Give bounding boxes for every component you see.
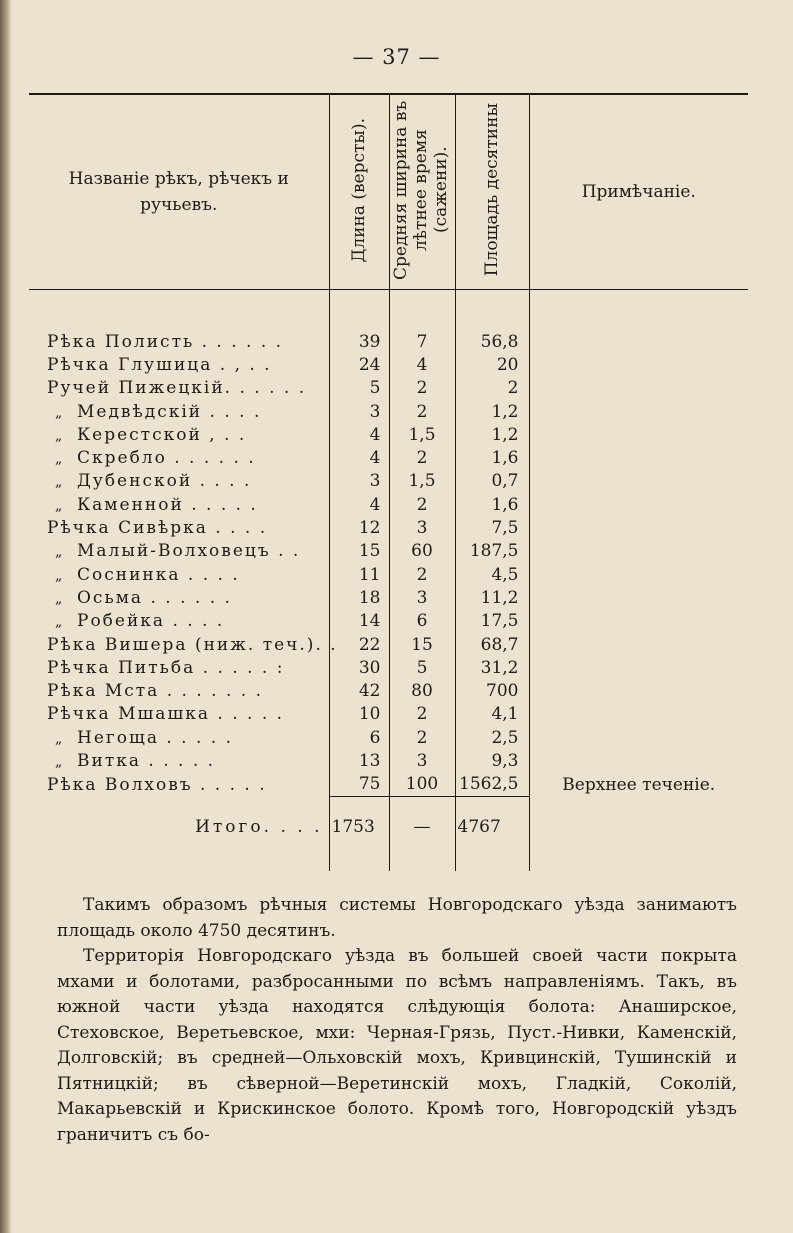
- length-cell: 24: [329, 353, 389, 376]
- table-row: [29, 516, 748, 539]
- length-cell: 22: [329, 633, 389, 656]
- area-cell: 31,2: [455, 656, 529, 679]
- area-cell: 56,8: [455, 330, 529, 353]
- table-row: [29, 679, 748, 702]
- paragraph-1: Такимъ образомъ рѣчныя системы Новгородскаго уѣзда занимаютъ площадь около 4750 десятинъ.: [57, 895, 737, 941]
- table-row: [29, 563, 748, 586]
- ditto-mark: „: [55, 730, 63, 747]
- rivers-table: [29, 93, 748, 871]
- area-cell: 7,5: [455, 516, 529, 539]
- length-cell: 15: [329, 540, 389, 563]
- ditto-mark: „: [55, 497, 63, 514]
- table-row: [29, 330, 748, 353]
- header-length: Длина (версты).: [349, 117, 369, 263]
- river-name: Рѣка Вишера (ниж. теч.). .: [47, 634, 338, 655]
- area-cell: 1,2: [455, 400, 529, 423]
- table-row: [29, 703, 748, 726]
- length-cell: 3: [329, 470, 389, 493]
- ditto-mark: „: [55, 474, 63, 491]
- table-row: [29, 377, 748, 400]
- area-cell: 187,5: [455, 540, 529, 563]
- width-cell: 4: [389, 353, 455, 376]
- header-width: Средняя ширина въ лѣтнее время (сажени).: [391, 100, 451, 280]
- note-cell: [529, 726, 748, 749]
- note-cell: [529, 400, 748, 423]
- area-cell: 1,2: [455, 423, 529, 446]
- width-cell: 1,5: [389, 470, 455, 493]
- river-name: Рѣка Мста . . . . . . .: [47, 681, 263, 702]
- note-cell: [529, 563, 748, 586]
- ditto-mark: „: [55, 427, 63, 444]
- ditto-mark: „: [55, 404, 63, 421]
- river-name: Ручей Пижецкій. . . . . .: [47, 378, 307, 399]
- area-cell: 0,7: [455, 470, 529, 493]
- note-cell: [529, 446, 748, 469]
- width-cell: 100: [389, 773, 455, 797]
- river-name: Малый-Волховецъ . .: [77, 541, 301, 562]
- note-cell: [529, 540, 748, 563]
- area-cell: 11,2: [455, 586, 529, 609]
- table-header-row: [29, 94, 748, 290]
- note-cell: [529, 493, 748, 516]
- table-row: [29, 610, 748, 633]
- length-cell: 10: [329, 703, 389, 726]
- width-cell: 2: [389, 726, 455, 749]
- river-name: Рѣчка Питьба . . . . . :: [47, 657, 285, 678]
- river-name: Рѣчка Сивѣрка . . . .: [47, 518, 268, 539]
- ditto-mark: „: [55, 614, 63, 631]
- width-cell: 3: [389, 586, 455, 609]
- length-cell: 18: [329, 586, 389, 609]
- table-row: [29, 773, 748, 797]
- river-name: Рѣка Волховъ . . . . .: [47, 774, 267, 795]
- table-row: [29, 726, 748, 749]
- width-cell: 60: [389, 540, 455, 563]
- note-cell: [529, 586, 748, 609]
- book-spine-shadow: [0, 0, 12, 1233]
- width-cell: 2: [389, 563, 455, 586]
- note-cell: [529, 610, 748, 633]
- width-cell: 2: [389, 703, 455, 726]
- note-cell: Верхнее теченіе.: [529, 773, 748, 797]
- total-area: 4767: [455, 796, 529, 857]
- area-cell: 1562,5: [455, 773, 529, 797]
- table-row: [29, 749, 748, 772]
- total-width: —: [389, 796, 455, 857]
- length-cell: 11: [329, 563, 389, 586]
- ditto-mark: „: [55, 590, 63, 607]
- table-row: [29, 586, 748, 609]
- width-cell: 3: [389, 516, 455, 539]
- total-label: Итого. . . .: [195, 816, 323, 837]
- table-row: [29, 656, 748, 679]
- note-cell: [529, 516, 748, 539]
- river-name: Робейка . . . .: [77, 611, 225, 632]
- length-cell: 6: [329, 726, 389, 749]
- length-cell: 4: [329, 493, 389, 516]
- width-cell: 2: [389, 377, 455, 400]
- area-cell: 20: [455, 353, 529, 376]
- note-cell: [529, 679, 748, 702]
- paragraph-2: Территорія Новгородскаго уѣзда въ большей своей части покрыта мхами и болотами, разбросанными по всѣмъ направленіямъ. Такъ, въ южной части уѣзда находятся слѣдующія болота: Анаширское, Стеховское, Веретьевское, мхи: Черная-Грязь, Пуст.-Нивки, Каменскій, Долговскій; въ средней—Ольховскій мохъ, Кривцинскій, Тушинскій и Пятницкій; въ сѣверной—Веретинскій мохъ, Гладкій, Соколій, Макарьевскій и Крискинское болото. Кромѣ того, Новгородскій уѣздъ граничитъ съ бо-: [57, 946, 737, 1145]
- river-name: Осьма . . . . . .: [77, 587, 232, 608]
- table-row: [29, 423, 748, 446]
- total-row: [29, 796, 748, 857]
- ditto-mark: „: [55, 544, 63, 561]
- note-cell: [529, 330, 748, 353]
- table-row: [29, 493, 748, 516]
- length-cell: 13: [329, 749, 389, 772]
- width-cell: 3: [389, 749, 455, 772]
- table-row: [29, 470, 748, 493]
- length-cell: 42: [329, 679, 389, 702]
- width-cell: 1,5: [389, 423, 455, 446]
- river-name: Дубенской . . . .: [77, 471, 252, 492]
- river-name: Негоща . . . . .: [77, 727, 234, 748]
- header-name: Названіе рѣкъ, рѣчекъ и ручьевъ.: [29, 94, 329, 290]
- ditto-mark: „: [55, 451, 63, 468]
- length-cell: 14: [329, 610, 389, 633]
- river-name: Скребло . . . . . .: [77, 448, 256, 469]
- note-cell: [529, 749, 748, 772]
- width-cell: 15: [389, 633, 455, 656]
- river-name: Медвѣдскій . . . .: [77, 401, 262, 422]
- length-cell: 75: [329, 773, 389, 797]
- length-cell: 4: [329, 423, 389, 446]
- length-cell: 3: [329, 400, 389, 423]
- river-name: Рѣчка Глушица . , . .: [47, 354, 272, 375]
- table-row: [29, 400, 748, 423]
- total-length: 1753: [329, 796, 389, 857]
- width-cell: 5: [389, 656, 455, 679]
- note-cell: [529, 423, 748, 446]
- area-cell: 1,6: [455, 446, 529, 469]
- area-cell: 700: [455, 679, 529, 702]
- area-cell: 4,5: [455, 563, 529, 586]
- width-cell: 80: [389, 679, 455, 702]
- header-area: Площадь десятины: [482, 103, 502, 277]
- body-text: [57, 893, 737, 1148]
- table-body: [29, 330, 748, 871]
- width-cell: 6: [389, 610, 455, 633]
- length-cell: 30: [329, 656, 389, 679]
- width-cell: 2: [389, 493, 455, 516]
- length-cell: 39: [329, 330, 389, 353]
- river-name: Керестской , . .: [77, 424, 247, 445]
- ditto-mark: „: [55, 567, 63, 584]
- area-cell: 68,7: [455, 633, 529, 656]
- river-name: Соснинка . . . .: [77, 564, 240, 585]
- length-cell: 5: [329, 377, 389, 400]
- area-cell: 2,5: [455, 726, 529, 749]
- width-cell: 2: [389, 400, 455, 423]
- note-cell: [529, 377, 748, 400]
- river-name: Каменной . . . . .: [77, 494, 258, 515]
- note-cell: [529, 470, 748, 493]
- note-cell: [529, 633, 748, 656]
- area-cell: 4,1: [455, 703, 529, 726]
- river-name: Рѣчка Мшашка . . . . .: [47, 704, 285, 725]
- river-name: Рѣка Полисть . . . . . .: [47, 331, 284, 352]
- width-cell: 7: [389, 330, 455, 353]
- area-cell: 9,3: [455, 749, 529, 772]
- length-cell: 12: [329, 516, 389, 539]
- page-number: — 37 —: [352, 45, 441, 69]
- table-row: [29, 446, 748, 469]
- table-row: [29, 633, 748, 656]
- ditto-mark: „: [55, 753, 63, 770]
- note-cell: [529, 656, 748, 679]
- header-note: Примѣчаніе.: [529, 94, 748, 290]
- area-cell: 2: [455, 377, 529, 400]
- river-name: Витка . . . . .: [77, 750, 216, 771]
- width-cell: 2: [389, 446, 455, 469]
- length-cell: 4: [329, 446, 389, 469]
- table-row: [29, 540, 748, 563]
- table-row: [29, 353, 748, 376]
- note-cell: [529, 353, 748, 376]
- note-cell: [529, 703, 748, 726]
- area-cell: 1,6: [455, 493, 529, 516]
- area-cell: 17,5: [455, 610, 529, 633]
